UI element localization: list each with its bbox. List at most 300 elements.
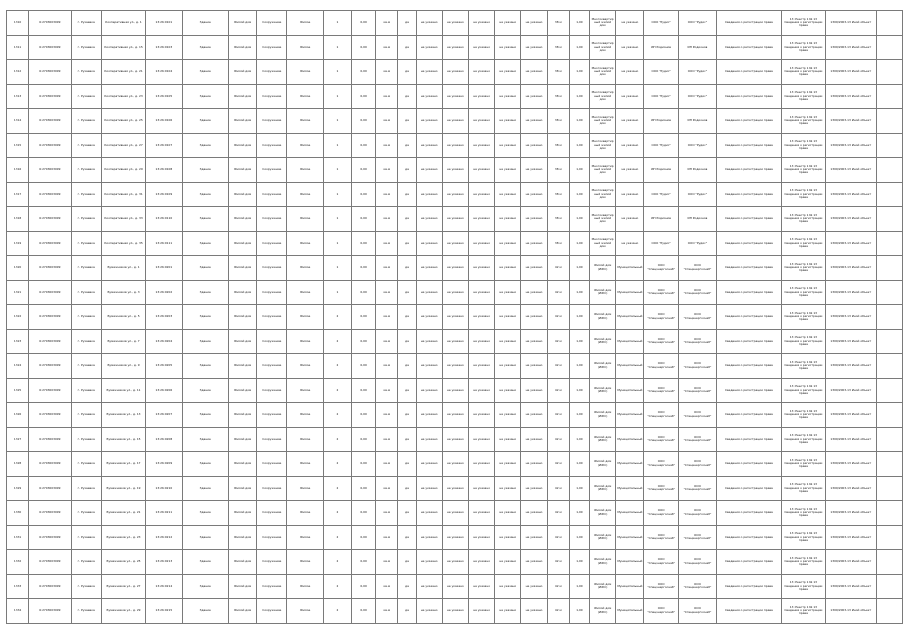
table-cell: 1320 [7, 256, 29, 281]
table-cell: 13 :Реестр 1 № 13 Сведения о регистрации права [781, 109, 825, 134]
table-cell: Муниципальный [616, 305, 644, 330]
table-cell: не указано [521, 476, 547, 501]
table-cell: 1319 [7, 231, 29, 256]
table-cell: Жилое [287, 501, 323, 526]
table-cell: 1,00 [569, 256, 589, 281]
table-cell: Сооружение [257, 550, 287, 575]
table-cell: Многоквартирный жилой дом [590, 35, 616, 60]
table-cell: 6:2703003099 [29, 329, 71, 354]
table-cell [876, 280, 903, 305]
table-cell: Муниципальный [616, 329, 644, 354]
table-cell: 0,00 [352, 452, 376, 477]
table-cell: не указано [521, 403, 547, 428]
table-cell: не указано [495, 305, 521, 330]
table-cell: 13:26:0211 [146, 501, 182, 526]
table-cell: да [398, 158, 416, 183]
table-cell: Жилой дом [228, 60, 256, 85]
table-cell: не указано [469, 378, 495, 403]
table-cell: Муниципальный [616, 525, 644, 550]
table-cell: ООО "Спецэнергоснаб" [678, 427, 716, 452]
table-cell: не указано [416, 280, 442, 305]
table-cell: не указано [442, 60, 468, 85]
table-cell: не указано [442, 84, 468, 109]
table-cell: Сведения о регистрации права [717, 11, 782, 36]
table-cell: кв.м [376, 305, 398, 330]
table-cell: ООО "Спецэнергоснаб" [644, 599, 678, 624]
table-cell: 2 [323, 305, 351, 330]
table-cell: ООО "Рудис" [644, 182, 678, 207]
table-cell [876, 525, 903, 550]
table-cell: Жилой дом [228, 182, 256, 207]
table-cell: Сооружение [257, 599, 287, 624]
table-cell: 1,00 [569, 574, 589, 599]
table-cell: Муниципальный [616, 550, 644, 575]
table-cell: Сооружение [257, 60, 287, 85]
table-cell: 1 [323, 109, 351, 134]
table-cell: 6:2703003099 [29, 35, 71, 60]
table-cell: 13 :Реестр 1 № 13 Сведения о регистрации права [781, 256, 825, 281]
table-cell: кв.м [376, 231, 398, 256]
table-cell: 13 :Реестр 1 № 13 Сведения о регистрации права [781, 280, 825, 305]
table-cell: не указано [442, 329, 468, 354]
table-cell: Муниципальный [616, 427, 644, 452]
table-cell: Муниципальный [616, 256, 644, 281]
table-cell: кв.м [376, 133, 398, 158]
table-cell: не указано [469, 574, 495, 599]
table-cell: 0,00 [352, 354, 376, 379]
table-cell: 13 :Реестр 1 № 13 Сведения о регистрации права [781, 305, 825, 330]
table-cell: 13:26:0206 [146, 378, 182, 403]
table-cell: Муниципальный [616, 574, 644, 599]
table-cell: не указано [416, 133, 442, 158]
table-cell: Здание [182, 550, 228, 575]
table-cell: кв.м [376, 452, 398, 477]
table-cell: Сооружение [257, 452, 287, 477]
table-cell: не указано [495, 84, 521, 109]
table-cell: 13 :Реестр 1 № 13 Сведения о регистрации права [781, 403, 825, 428]
table-cell: 6:2703003099 [29, 550, 71, 575]
table-cell: не указано [416, 11, 442, 36]
table-cell: Бумажников ул., д. 11 [101, 378, 145, 403]
table-cell: Жилое [287, 378, 323, 403]
table-cell: Кооперативная ул., д. 15 [101, 35, 145, 60]
table-cell: Жилой дом [228, 158, 256, 183]
table-cell: да [398, 427, 416, 452]
table-cell: не указано [442, 354, 468, 379]
table-cell: Многоквартирный жилой дом [590, 84, 616, 109]
table-cell: 13 :Реестр 1 № 13 Сведения о регистрации права [781, 525, 825, 550]
table-cell: Многоквартирный жилой дом [590, 182, 616, 207]
table-cell: Сооружение [257, 84, 287, 109]
table-cell: Жилой дом (ИЖС) [590, 525, 616, 550]
table-cell: не указано [469, 256, 495, 281]
table-cell: не указано [442, 256, 468, 281]
table-cell: 6:2703003099 [29, 256, 71, 281]
table-cell: 1309/2003-13 Иной объект [826, 84, 876, 109]
table-cell: 1,00 [569, 452, 589, 477]
table-cell: не указано [416, 256, 442, 281]
table-cell: не указано [416, 599, 442, 624]
table-cell: Сведения о регистрации права [717, 182, 782, 207]
table-cell: не указано [521, 35, 547, 60]
table-cell: не указано [442, 133, 468, 158]
table-cell: да [398, 476, 416, 501]
table-cell: 6:2703003099 [29, 158, 71, 183]
table-cell: 1309/2003-13 Иной объект [826, 550, 876, 575]
table-cell: 1,00 [569, 182, 589, 207]
table-cell: Жилой дом [228, 452, 256, 477]
table-cell: 1 [323, 280, 351, 305]
table-cell: не указано [495, 133, 521, 158]
table-cell: да [398, 35, 416, 60]
table-cell: Здание [182, 280, 228, 305]
table-cell [876, 84, 903, 109]
table-cell: Бумажников ул., д. 21 [101, 501, 145, 526]
table-cell: Бумажников ул., д. 25 [101, 550, 145, 575]
table-cell: не указано [495, 256, 521, 281]
table-cell: не указано [616, 84, 644, 109]
table-cell: 0,00 [352, 329, 376, 354]
table-row [7, 207, 903, 232]
table-cell [876, 207, 903, 232]
table-cell: 13 :Реестр 1 № 13 Сведения о регистрации права [781, 378, 825, 403]
table-cell: 1309/2003-13 Иной объект [826, 476, 876, 501]
table-cell: 2 [323, 329, 351, 354]
table-cell: 0,00 [352, 35, 376, 60]
table-cell: не указано [495, 378, 521, 403]
table-cell: 13 :Реестр 1 № 13 Сведения о регистрации права [781, 84, 825, 109]
table-row [7, 599, 903, 624]
table-cell: Кооперативная ул., д. 27 [101, 133, 145, 158]
table-cell: Жилое [287, 60, 323, 85]
table-cell: ООО "Спецэнергоснаб" [644, 280, 678, 305]
table-cell: ООО "Рудис" [678, 11, 716, 36]
table-cell: 1 [323, 256, 351, 281]
table-cell: Жилое [287, 403, 323, 428]
table-cell: 1313 [7, 84, 29, 109]
table-cell: Сведения о регистрации права [717, 280, 782, 305]
table-cell: 1,00 [569, 403, 589, 428]
table-cell: г. Рузаевка [71, 280, 101, 305]
table-cell: 13 :Реестр 1 № 13 Сведения о регистрации права [781, 354, 825, 379]
table-cell: Здание [182, 182, 228, 207]
table-cell: Сооружение [257, 182, 287, 207]
table-cell: Жилой дом [228, 231, 256, 256]
table-cell: Здание [182, 452, 228, 477]
table-cell: 1309/2003-13 Иной объект [826, 378, 876, 403]
table-cell: г. Рузаевка [71, 354, 101, 379]
table-row [7, 574, 903, 599]
table-cell: не указано [416, 574, 442, 599]
table-cell: не указано [495, 427, 521, 452]
table-cell: ИП Родионов [644, 158, 678, 183]
table-cell: 1,00 [569, 133, 589, 158]
table-cell: 2 [323, 525, 351, 550]
table-cell: Жилой дом (ИЖС) [590, 403, 616, 428]
table-cell: ООО "Спецэнергоснаб" [644, 403, 678, 428]
table-cell: 1309/2003-13 Иной объект [826, 60, 876, 85]
table-cell: не указано [521, 305, 547, 330]
table-cell: Бумажников ул., д. 7 [101, 329, 145, 354]
table-cell: 1331 [7, 525, 29, 550]
table-cell: Жилой дом [228, 574, 256, 599]
table-cell: кв.м [376, 378, 398, 403]
table-cell: 1,00 [569, 427, 589, 452]
table-cell: 0,00 [352, 231, 376, 256]
table-cell: не указано [495, 354, 521, 379]
table-cell: 1,00 [569, 378, 589, 403]
table-cell: ООО "Спецэнергоснаб" [678, 525, 716, 550]
table-cell: кв.м [376, 501, 398, 526]
table-cell: ООО "Рудис" [644, 60, 678, 85]
table-cell: Жилой дом [228, 207, 256, 232]
table-cell: Жилое [287, 574, 323, 599]
table-cell: Сведения о регистрации права [717, 378, 782, 403]
table-cell: Кооперативная ул., д. 35 [101, 231, 145, 256]
table-cell: не указано [442, 305, 468, 330]
table-cell: не указано [521, 574, 547, 599]
table-cell: не указано [495, 182, 521, 207]
table-cell: не указано [469, 305, 495, 330]
table-cell: 13:26:0210 [146, 476, 182, 501]
table-cell: Бумажников ул., д. 27 [101, 574, 145, 599]
table-cell: не указано [495, 525, 521, 550]
table-cell: 13:26:0103 [146, 35, 182, 60]
table-cell: 13 :Реестр 1 № 13 Сведения о регистрации права [781, 574, 825, 599]
table-cell: 6:2703003099 [29, 305, 71, 330]
table-cell: Здание [182, 109, 228, 134]
table-cell: не указано [416, 452, 442, 477]
table-cell: не указано [469, 403, 495, 428]
table-cell: кв.м [376, 35, 398, 60]
table-cell: не указано [469, 11, 495, 36]
table-cell: кв.м [376, 403, 398, 428]
table-cell: не указано [495, 550, 521, 575]
table-cell: не указано [469, 133, 495, 158]
table-cell: ООО "Спецэнергоснаб" [644, 501, 678, 526]
table-cell: не указано [495, 60, 521, 85]
table-cell: Кооперативная ул., д. 23 [101, 84, 145, 109]
table-cell: Здание [182, 133, 228, 158]
table-cell: 1,00 [569, 35, 589, 60]
table-cell: ООО "Спецэнергоснаб" [678, 354, 716, 379]
table-cell: да [398, 599, 416, 624]
table-cell: не указано [416, 403, 442, 428]
table-cell: Здание [182, 329, 228, 354]
table-cell: ООО "Спецэнергоснаб" [644, 354, 678, 379]
table-cell: кв.м [376, 427, 398, 452]
table-row [7, 11, 903, 36]
table-cell: 38 м [547, 35, 569, 60]
table-cell: ООО "Спецэнергоснаб" [644, 574, 678, 599]
table-cell: кв.м [376, 280, 398, 305]
table-cell: 1 [323, 133, 351, 158]
table-cell: 1,00 [569, 354, 589, 379]
table-cell: 38 м [547, 11, 569, 36]
table-cell: Здание [182, 35, 228, 60]
table-cell: Жилой дом (ИЖС) [590, 305, 616, 330]
table-cell: Жилой дом (ИЖС) [590, 599, 616, 624]
table-cell: Сведения о регистрации права [717, 84, 782, 109]
table-cell: Жилой дом [228, 501, 256, 526]
table-row [7, 403, 903, 428]
table-cell: Кооперативная ул., д. 1 [101, 11, 145, 36]
table-cell: не указано [521, 501, 547, 526]
table-cell: Здание [182, 60, 228, 85]
table-cell: 1309/2003-13 Иной объект [826, 501, 876, 526]
table-row [7, 329, 903, 354]
table-cell [876, 550, 903, 575]
table-cell: да [398, 574, 416, 599]
table-cell: 1309/2003-13 Иной объект [826, 158, 876, 183]
table-cell: 13:26:0213 [146, 550, 182, 575]
table-cell: Жилое [287, 182, 323, 207]
table-cell: не указано [416, 158, 442, 183]
table-cell: 1309/2003-13 Иной объект [826, 182, 876, 207]
table-cell: 0,00 [352, 378, 376, 403]
table-cell: Жилое [287, 354, 323, 379]
table-cell: 0,00 [352, 305, 376, 330]
table-cell: не указано [616, 182, 644, 207]
table-row [7, 501, 903, 526]
table-cell: 42 м [547, 305, 569, 330]
table-cell: кв.м [376, 256, 398, 281]
table-cell: не указано [469, 109, 495, 134]
table-cell: Сведения о регистрации права [717, 158, 782, 183]
table-cell: да [398, 378, 416, 403]
table-cell: Сооружение [257, 158, 287, 183]
table-cell: 1,00 [569, 84, 589, 109]
table-cell: Сведения о регистрации права [717, 574, 782, 599]
table-cell: Жилой дом (ИЖС) [590, 329, 616, 354]
table-cell: 13:26:0214 [146, 574, 182, 599]
table-cell: Муниципальный [616, 452, 644, 477]
table-cell: не указано [442, 378, 468, 403]
table-cell: не указано [469, 35, 495, 60]
table-cell: 1,00 [569, 476, 589, 501]
table-cell: 1309/2003-13 Иной объект [826, 256, 876, 281]
table-cell: 1323 [7, 329, 29, 354]
table-cell: Сооружение [257, 280, 287, 305]
table-cell: Бумажников ул., д. 5 [101, 305, 145, 330]
table-cell: Жилое [287, 158, 323, 183]
table-cell: ООО "Спецэнергоснаб" [678, 550, 716, 575]
table-cell: Сооружение [257, 133, 287, 158]
table-cell: 1,00 [569, 207, 589, 232]
table-cell: не указано [442, 501, 468, 526]
table-cell: кв.м [376, 354, 398, 379]
table-cell: Сведения о регистрации права [717, 452, 782, 477]
table-cell: Муниципальный [616, 378, 644, 403]
table-cell: 13 :Реестр 1 № 13 Сведения о регистрации права [781, 550, 825, 575]
table-cell: 42 м [547, 452, 569, 477]
table-cell: 1321 [7, 280, 29, 305]
table-cell: не указано [416, 109, 442, 134]
table-cell: г. Рузаевка [71, 35, 101, 60]
table-cell: не указано [469, 599, 495, 624]
table-cell: 1309/2003-13 Иной объект [826, 35, 876, 60]
table-cell: Жилой дом [228, 550, 256, 575]
table-cell: Жилой дом [228, 280, 256, 305]
table-cell: Жилое [287, 207, 323, 232]
table-cell: 1325 [7, 378, 29, 403]
table-cell: не указано [442, 280, 468, 305]
table-cell: Сведения о регистрации права [717, 109, 782, 134]
table-cell: Здание [182, 207, 228, 232]
table-cell: не указано [521, 280, 547, 305]
table-cell: 42 м [547, 354, 569, 379]
table-cell: не указано [495, 599, 521, 624]
table-cell: 1317 [7, 182, 29, 207]
table-cell: Бумажников ул., д. 19 [101, 476, 145, 501]
table-cell: 13:26:0101 [146, 11, 182, 36]
table-cell: не указано [442, 158, 468, 183]
table-cell: 6:2703003099 [29, 231, 71, 256]
table-cell: 1 [323, 35, 351, 60]
table-cell: Бумажников ул., д. 17 [101, 452, 145, 477]
table-cell: Жилой дом [228, 599, 256, 624]
table-cell: ООО "Спецэнергоснаб" [678, 256, 716, 281]
table-cell: не указано [521, 182, 547, 207]
table-cell: Кооперативная ул., д. 25 [101, 109, 145, 134]
table-cell: не указано [416, 329, 442, 354]
table-cell: Сооружение [257, 427, 287, 452]
table-cell: Сведения о регистрации права [717, 403, 782, 428]
table-cell: г. Рузаевка [71, 525, 101, 550]
table-cell: кв.м [376, 158, 398, 183]
table-cell: 42 м [547, 574, 569, 599]
table-cell: 1309/2003-13 Иной объект [826, 427, 876, 452]
table-cell: 1,00 [569, 525, 589, 550]
table-cell: 1332 [7, 550, 29, 575]
table-cell: 1309/2003-13 Иной объект [826, 133, 876, 158]
table-cell: Муниципальный [616, 403, 644, 428]
table-cell: Здание [182, 378, 228, 403]
table-cell: Сооружение [257, 305, 287, 330]
table-cell: да [398, 182, 416, 207]
table-cell: не указано [469, 476, 495, 501]
table-cell: 1327 [7, 427, 29, 452]
table-cell: г. Рузаевка [71, 207, 101, 232]
table-cell: Многоквартирный жилой дом [590, 109, 616, 134]
table-cell [876, 378, 903, 403]
table-cell: 13:26:0205 [146, 354, 182, 379]
table-cell: Бумажников ул., д. 13 [101, 403, 145, 428]
table-cell: 38 м [547, 182, 569, 207]
table-cell: Жилой дом (ИЖС) [590, 378, 616, 403]
table-cell: 1,00 [569, 60, 589, 85]
table-cell: кв.м [376, 574, 398, 599]
table-cell: Сведения о регистрации права [717, 427, 782, 452]
table-cell: 6:2703003099 [29, 452, 71, 477]
table-cell: Жилое [287, 231, 323, 256]
table-cell: 0,00 [352, 60, 376, 85]
table-cell: не указано [495, 476, 521, 501]
table-cell: ИП Родионов [678, 35, 716, 60]
table-cell: 13 :Реестр 1 № 13 Сведения о регистрации права [781, 599, 825, 624]
table-cell: не указано [442, 109, 468, 134]
table-cell: 38 м [547, 60, 569, 85]
table-cell: Жилое [287, 525, 323, 550]
table-cell: Муниципальный [616, 501, 644, 526]
table-cell: Жилое [287, 11, 323, 36]
table-cell [876, 427, 903, 452]
table-cell: 13:26:0203 [146, 305, 182, 330]
table-cell: 0,00 [352, 182, 376, 207]
table-cell: 6:2703003099 [29, 11, 71, 36]
table-cell: 13:26:0209 [146, 452, 182, 477]
table-cell: не указано [442, 182, 468, 207]
